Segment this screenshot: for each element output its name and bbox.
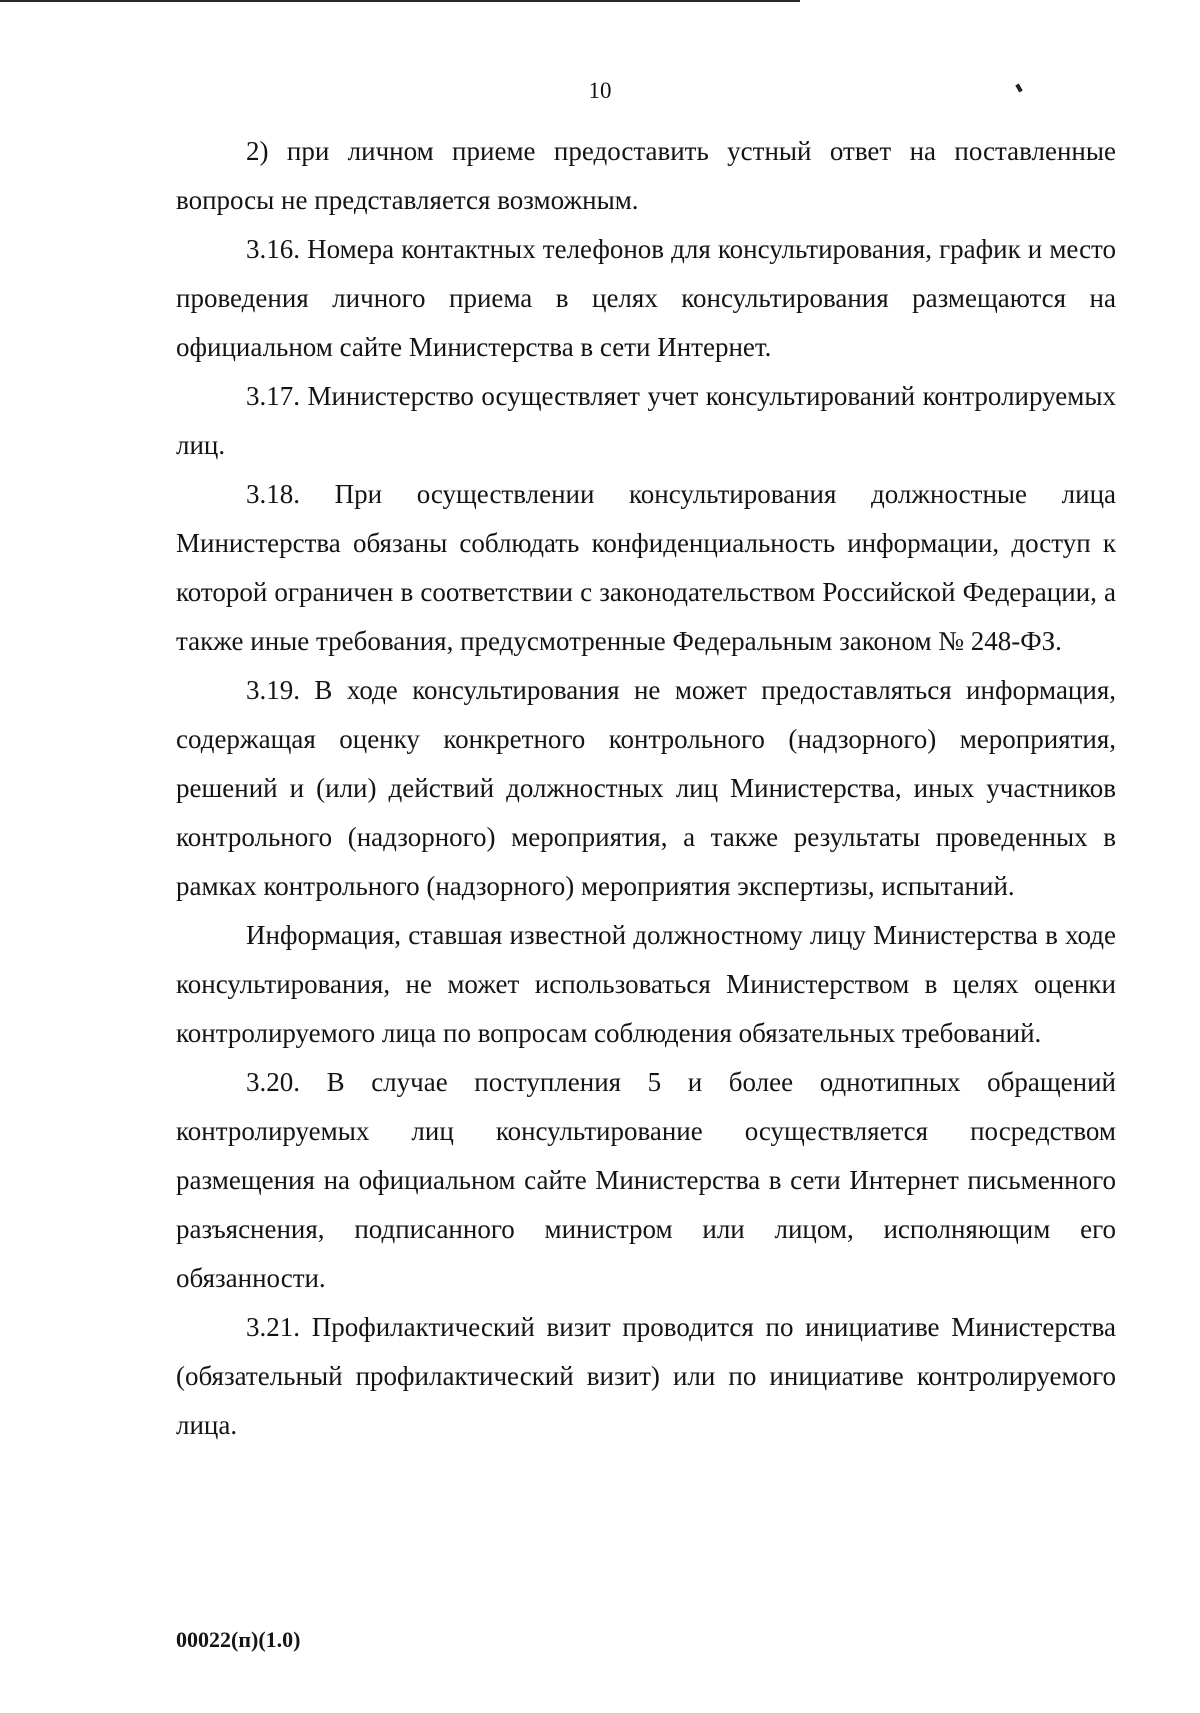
paragraph-3-19: 3.19. В ходе консультирования не может предоставляться информация, содержащая оценку конкретного контрольного (надзорного) мероприятия, решений и (или) действий должностных лиц Министерства, иных участников контрольного (надзорного) мероприятия, а также результаты проведенных в рамках контрольного (надзорного) мероприятия экспертизы, испытаний.: [176, 675, 1116, 901]
paragraph-3-18: 3.18. При осуществлении консультирования должностные лица Министерства обязаны соблюдать конфиденциальность информации, доступ к которой ограничен в соответствии с законодательством Российской Федерации, а также иные требования, предусмотренные Федеральным законом № 248-ФЗ.: [176, 479, 1116, 656]
paragraph-item-2: 2) при личном приеме предоставить устный ответ на поставленные вопросы не представляется возможным.: [176, 136, 1116, 215]
paragraph-3-17: 3.17. Министерство осуществляет учет консультирований контролируемых лиц.: [176, 381, 1116, 460]
paragraph-3-19-continued: Информация, ставшая известной должностному лицу Министерства в ходе консультирования, не может использоваться Министерством в целях оценки контролируемого лица по вопросам соблюдения обязательных требований.: [176, 920, 1116, 1048]
scan-speck: [1015, 84, 1022, 93]
document-code: 00022(п)(1.0): [176, 1627, 301, 1652]
page-number: 10: [588, 78, 612, 103]
document-body: [176, 127, 1116, 1450]
top-rule: [0, 0, 800, 2]
paragraph-3-16: 3.16. Номера контактных телефонов для консультирования, график и место проведения личного приема в целях консультирования размещаются на официальном сайте Министерства в сети Интернет.: [176, 234, 1116, 362]
paragraph-3-21: 3.21. Профилактический визит проводится по инициативе Министерства (обязательный профилактический визит) или по инициативе контролируемого лица.: [176, 1312, 1116, 1440]
paragraph-3-20: 3.20. В случае поступления 5 и более однотипных обращений контролируемых лиц консультирование осуществляется посредством размещения на официальном сайте Министерства в сети Интернет письменного разъяснения, подписанного министром или лицом, исполняющим его обязанности.: [176, 1067, 1116, 1293]
